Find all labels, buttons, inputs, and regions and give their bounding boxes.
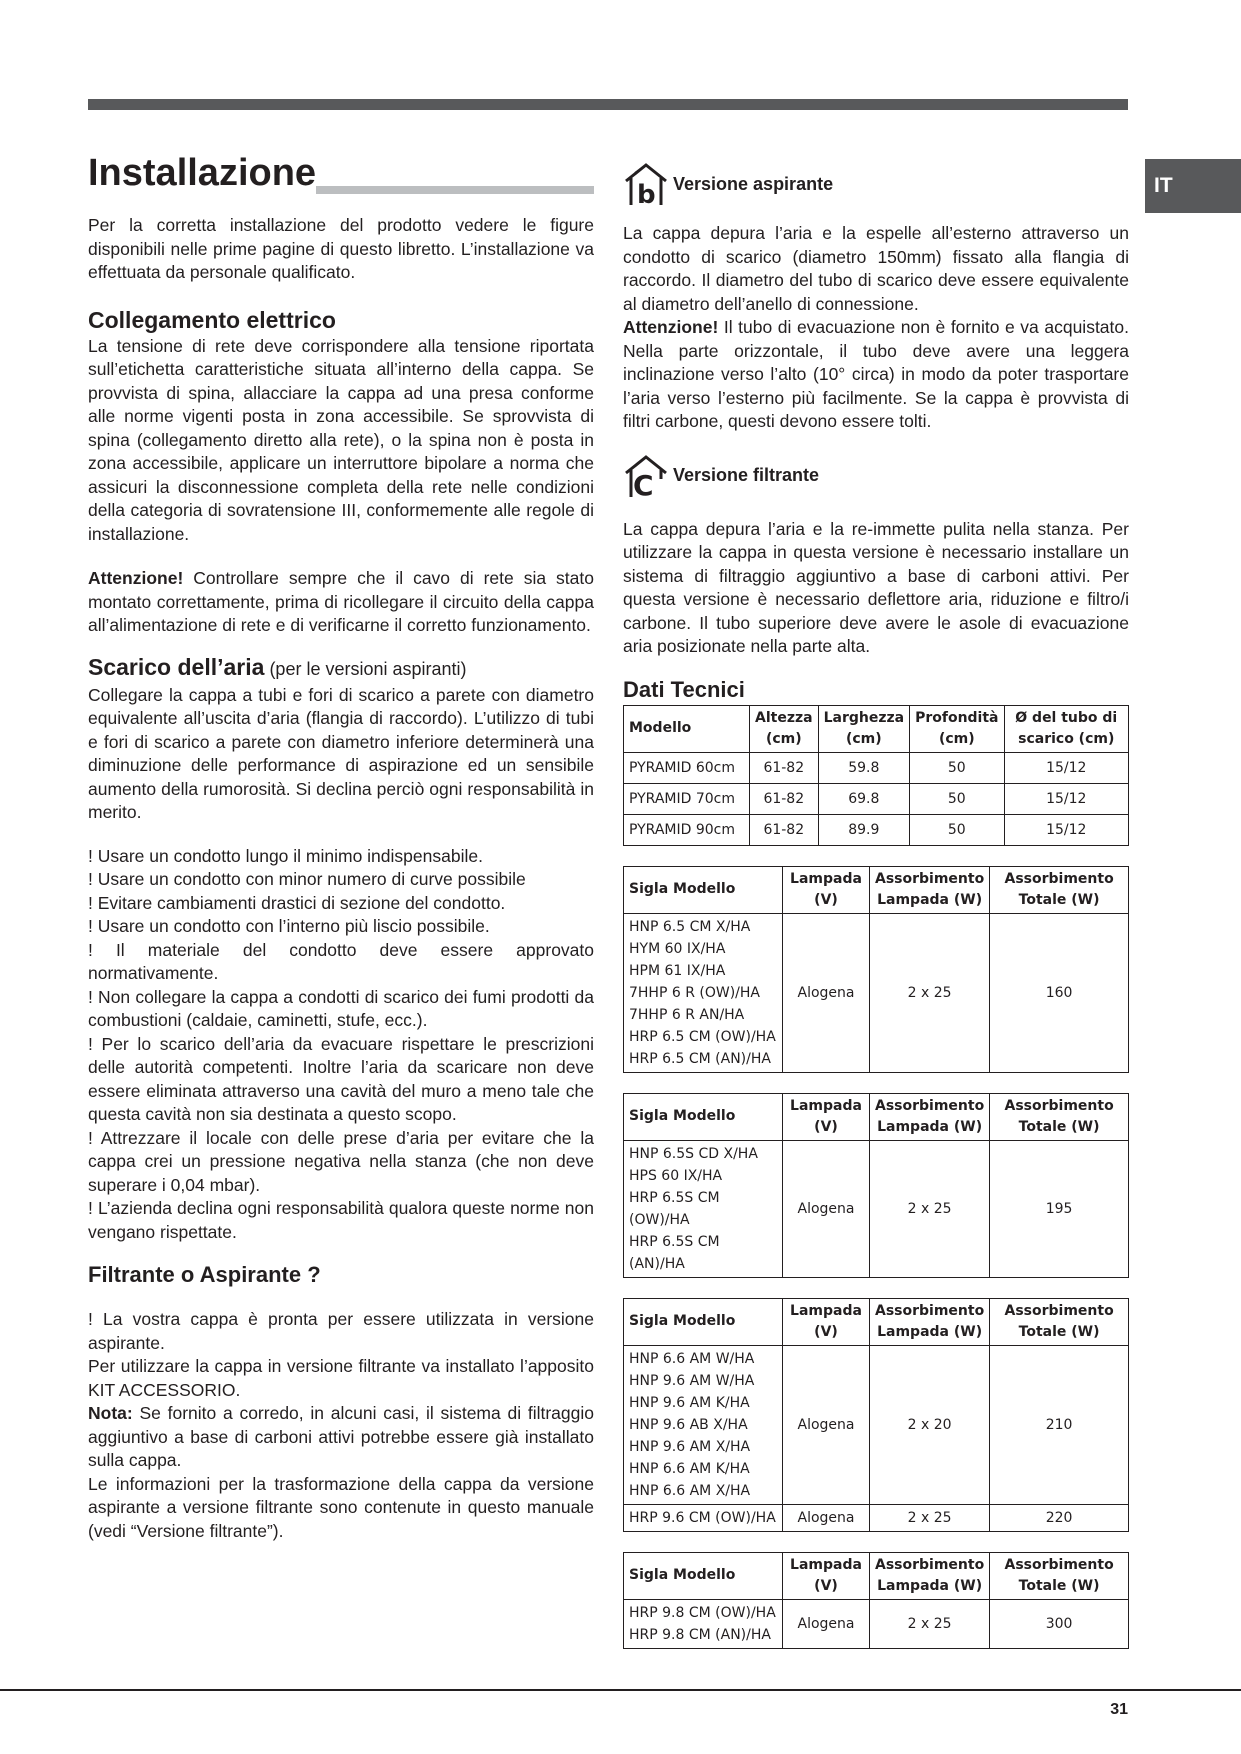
house-filter-icon [623, 453, 669, 499]
table-row [624, 913, 1129, 1072]
exhaust-body: Collegare la cappa a tubi e fori di scarico a parete con diametro equivalente all’uscita d’aria (flangia di raccordo). L’utilizzo di tubi e fori di scarico a parete con diametro inferiore determinerà una diminuzione delle performance di aspirazione ed un sensibile aumento della rumorosità. Si declina perciò ogni responsabilità in merito. [88, 684, 594, 822]
right-column [623, 160, 1129, 1649]
model-code: HRP 9.6 CM (OW)/HA [629, 1509, 776, 1526]
model-code: HNP 9.6 AB X/HA [629, 1416, 748, 1433]
col-header: Lampada (V) [783, 866, 870, 913]
table-cell: Alogena [783, 1140, 870, 1277]
col-header: Sigla Modello [624, 866, 783, 913]
table-cell: 195 [990, 1140, 1129, 1277]
tech-table [623, 705, 1129, 846]
filter-p2: Per utilizzare la cappa in versione filtrante va installato l’apposito KIT ACCESSORIO. [88, 1356, 594, 1400]
exhaust-rule: ! Attrezzare il locale con delle prese d’aria per evitare che la cappa crei un pressione negativa nella stanza (che non deve superare i 0,04 mbar). [88, 1127, 594, 1195]
table-cell: PYRAMID 90cm [624, 814, 750, 845]
col-header: Assorbimento Lampada (W) [870, 1552, 990, 1599]
filter-p3: Le informazioni per la trasformazione della cappa da versione aspirante a versione filtrante sono contenute in questo manuale (vedi “Versione filtrante”). [88, 1473, 594, 1541]
model-list-cell [624, 1140, 783, 1277]
table-row [624, 1140, 1129, 1277]
table-cell: Alogena [783, 1345, 870, 1504]
model-code: HNP 6.5S CD X/HA [629, 1145, 758, 1162]
col-header: Assorbimento Lampada (W) [870, 866, 990, 913]
table-header-row [624, 705, 1129, 752]
col-header: Altezza (cm) [750, 705, 819, 752]
exhaust-heading [88, 652, 594, 684]
model-code: HYM 60 IX/HA [629, 940, 726, 957]
model-code: HRP 9.8 CM (OW)/HA [629, 1604, 776, 1621]
table-cell: 300 [990, 1599, 1129, 1648]
table-cell: 2 x 25 [870, 1504, 990, 1531]
footer-rule [0, 1689, 1241, 1691]
model-code: HNP 6.6 AM W/HA [629, 1350, 755, 1367]
filtrante-body: La cappa depura l’aria e la re-immette pulita nella stanza. Per utilizzare la cappa in questa versione è necessario installare un sistema di filtraggio aggiuntivo a base di carboni attivi. Per questa versione è necessario deflettore aria, riduzione e filtro/i carbone. Il tubo superiore deve avere le asole di evacuazione aria posizionate nella parte alta. [623, 518, 1129, 656]
warning-text: Il tubo di evacuazione non è fornito e va acquistato. Nella parte orizzontale, il tubo deve avere una leggera inclinazione verso l’alto (10° circa) in modo da poter trasportare l’aria verso l’esterno più facilmente. Se la cappa è provvista di filtri carbone, questi devono essere tolti. [623, 317, 1129, 431]
model-code: HPS 60 IX/HA [629, 1167, 723, 1184]
note-label: Nota: [88, 1403, 133, 1423]
aspirante-header [623, 160, 1129, 208]
table-cell: 89.9 [818, 814, 910, 845]
col-header: Lampada (V) [783, 1093, 870, 1140]
table-cell: 69.8 [818, 783, 910, 814]
model-code: HPM 61 IX/HA [629, 962, 726, 979]
house-exhaust-icon [623, 161, 669, 207]
col-header: Sigla Modello [624, 1093, 783, 1140]
table-cell: 160 [990, 913, 1129, 1072]
left-column [88, 150, 594, 1543]
model-code: HRP 6.5 CM (OW)/HA [629, 1028, 776, 1045]
exhaust-rule: ! Usare un condotto lungo il minimo indispensabile. [88, 845, 483, 866]
model-code: HRP 6.5S CM (AN)/HA [629, 1233, 720, 1272]
note-text: Se fornito a corredo, in alcuni casi, il sistema di filtraggio aggiuntivo a base di carboni attivi potrebbe essere già installato sulla cappa. [88, 1403, 594, 1470]
table-cell: 50 [910, 814, 1004, 845]
exhaust-rule: ! L’azienda declina ogni responsabilità qualora queste norme non vengano rispettate. [88, 1198, 594, 1242]
col-header: Ø del tubo di scarico (cm) [1004, 705, 1129, 752]
table-cell: 50 [910, 752, 1004, 783]
top-rule [88, 99, 1128, 110]
col-header: Assorbimento Totale (W) [990, 1552, 1129, 1599]
table-cell: 59.8 [818, 752, 910, 783]
col-header: Modello [624, 705, 750, 752]
language-tab: IT [1145, 159, 1241, 213]
lamp-table [623, 1093, 1129, 1278]
warning-label: Attenzione! [88, 568, 184, 588]
table-row [624, 1599, 1129, 1648]
svg-text:C: C [633, 468, 654, 499]
model-list-cell [624, 1504, 783, 1531]
model-list-cell [624, 1599, 783, 1648]
page-title-text: Installazione [88, 152, 317, 194]
exhaust-rule: ! Il materiale del condotto deve essere approvato normativamente. [88, 939, 594, 983]
col-header: Sigla Modello [624, 1552, 783, 1599]
lamp-table [623, 866, 1129, 1073]
table-row [624, 814, 1129, 845]
col-header: Lampada (V) [783, 1552, 870, 1599]
col-header: Assorbimento Totale (W) [990, 866, 1129, 913]
table-cell: 220 [990, 1504, 1129, 1531]
model-list-cell [624, 1345, 783, 1504]
exhaust-rule: ! Usare un condotto con l’interno più liscio possibile. [88, 916, 490, 936]
table-row [624, 1504, 1129, 1531]
col-header: Profondità (cm) [910, 705, 1004, 752]
model-code: HNP 9.6 AM X/HA [629, 1438, 751, 1455]
exhaust-rule: ! Non collegare la cappa a condotti di scarico dei fumi prodotti da combustioni (caldaie, caminetti, stufe, ecc.). [88, 986, 594, 1030]
title-rule [316, 186, 594, 194]
svg-text:b: b [637, 180, 656, 207]
electric-warning [88, 567, 594, 638]
exhaust-rule: ! Per lo scarico dell’aria da evacuare rispettare le prescrizioni delle autorità competenti. Inoltre l’aria da scaricare non deve essere eliminata attraverso una cavità del muro a meno tale che questa cavità non sia destinata a questo scopo. [88, 1033, 594, 1124]
aspirante-body: La cappa depura l’aria e la espelle all’esterno attraverso un condotto di scarico (diametro 150mm) fissato alla flangia di raccordo. Il diametro del tubo di scarico deve essere equivalente al diametro dell’anello di connessione. [623, 223, 1129, 314]
model-code: HRP 6.5S CM (OW)/HA [629, 1189, 720, 1228]
tech-heading: Dati Tecnici [623, 676, 745, 702]
filter-or-exhaust-heading: Filtrante o Aspirante ? [88, 1262, 321, 1287]
filtrante-heading: Versione filtrante [673, 465, 820, 485]
model-code: HRP 9.8 CM (AN)/HA [629, 1626, 771, 1643]
col-header: Assorbimento Totale (W) [990, 1298, 1129, 1345]
lamp-table [623, 1298, 1129, 1532]
model-code: 7HHP 6 R AN/HA [629, 1006, 745, 1023]
aspirante-heading: Versione aspirante [673, 173, 834, 194]
model-code: HNP 6.6 AM X/HA [629, 1482, 751, 1499]
table-header-row [624, 1093, 1129, 1140]
filter-note [88, 1402, 594, 1473]
table-header-row [624, 866, 1129, 913]
aspirante-warning [623, 316, 1129, 434]
model-code: 7HHP 6 R (OW)/HA [629, 984, 760, 1001]
warning-text: Controllare sempre che il cavo di rete sia stato montato correttamente, prima di ricollegare il circuito della cappa all’alimentazione di rete e di verificarne il corretto funzionamento. [88, 568, 594, 635]
filtrante-header [623, 452, 1129, 500]
table-cell: 2 x 25 [870, 1140, 990, 1277]
model-list-cell [624, 913, 783, 1072]
model-code: HRP 6.5 CM (AN)/HA [629, 1050, 771, 1067]
col-header: Larghezza (cm) [818, 705, 910, 752]
model-code: HNP 6.5 CM X/HA [629, 918, 751, 935]
table-header-row [624, 1298, 1129, 1345]
table-row [624, 783, 1129, 814]
intro-text: Per la corretta installazione del prodotto vedere le figure disponibili nelle prime pagine di questo libretto. L’installazione va effettuata da personale qualificato. [88, 215, 594, 282]
table-cell: 2 x 25 [870, 1599, 990, 1648]
table-cell: 61-82 [750, 814, 819, 845]
model-code: HNP 6.6 AM K/HA [629, 1460, 750, 1477]
exhaust-rule: ! Evitare cambiamenti drastici di sezione del condotto. [88, 892, 506, 913]
table-row [624, 752, 1129, 783]
page-number: 31 [1110, 1701, 1128, 1718]
table-cell: 15/12 [1004, 814, 1129, 845]
table-cell: Alogena [783, 1599, 870, 1648]
page-title [88, 150, 594, 196]
model-code: HNP 9.6 AM W/HA [629, 1372, 755, 1389]
electric-heading: Collegamento elettrico [88, 306, 336, 333]
lamp-tables [623, 866, 1129, 1649]
lamp-table [623, 1552, 1129, 1649]
col-header: Assorbimento Lampada (W) [870, 1093, 990, 1140]
electric-body: La tensione di rete deve corrispondere alla tensione riportata sull’etichetta caratteristiche situata all’interno della cappa. Se provvista di spina, allacciare la cappa ad una presa conforme alle norme vigenti posta in zona accessibile. Se sprovvista di spina (collegamento diretto alla rete), o la spina non è posta in zona accessibile, applicare un interruttore bipolare a norma che assicuri la disconnessione completa della rete nelle condizioni della categoria di sovratensione III, conformemente alle regole di installazione. [88, 335, 594, 544]
col-header: Lampada (V) [783, 1298, 870, 1345]
table-cell: 210 [990, 1345, 1129, 1504]
warning-label: Attenzione! [623, 317, 719, 337]
col-header: Assorbimento Lampada (W) [870, 1298, 990, 1345]
table-cell: Alogena [783, 1504, 870, 1531]
table-cell: PYRAMID 70cm [624, 783, 750, 814]
exhaust-heading-sub: (per le versioni aspiranti) [264, 658, 467, 679]
exhaust-rule: ! Usare un condotto con minor numero di curve possibile [88, 869, 526, 889]
table-cell: 2 x 25 [870, 913, 990, 1072]
table-cell: PYRAMID 60cm [624, 752, 750, 783]
table-cell: 61-82 [750, 783, 819, 814]
table-header-row [624, 1552, 1129, 1599]
table-cell: 15/12 [1004, 783, 1129, 814]
table-cell: 15/12 [1004, 752, 1129, 783]
table-cell: Alogena [783, 913, 870, 1072]
col-header: Sigla Modello [624, 1298, 783, 1345]
exhaust-rules [88, 845, 594, 1245]
exhaust-heading-text: Scarico dell’aria [88, 653, 265, 680]
table-cell: 50 [910, 783, 1004, 814]
table-row [624, 1345, 1129, 1504]
table-cell: 2 x 20 [870, 1345, 990, 1504]
table-cell: 61-82 [750, 752, 819, 783]
col-header: Assorbimento Totale (W) [990, 1093, 1129, 1140]
model-code: HNP 9.6 AM K/HA [629, 1394, 750, 1411]
filter-p1: ! La vostra cappa è pronta per essere utilizzata in versione aspirante. [88, 1309, 594, 1353]
